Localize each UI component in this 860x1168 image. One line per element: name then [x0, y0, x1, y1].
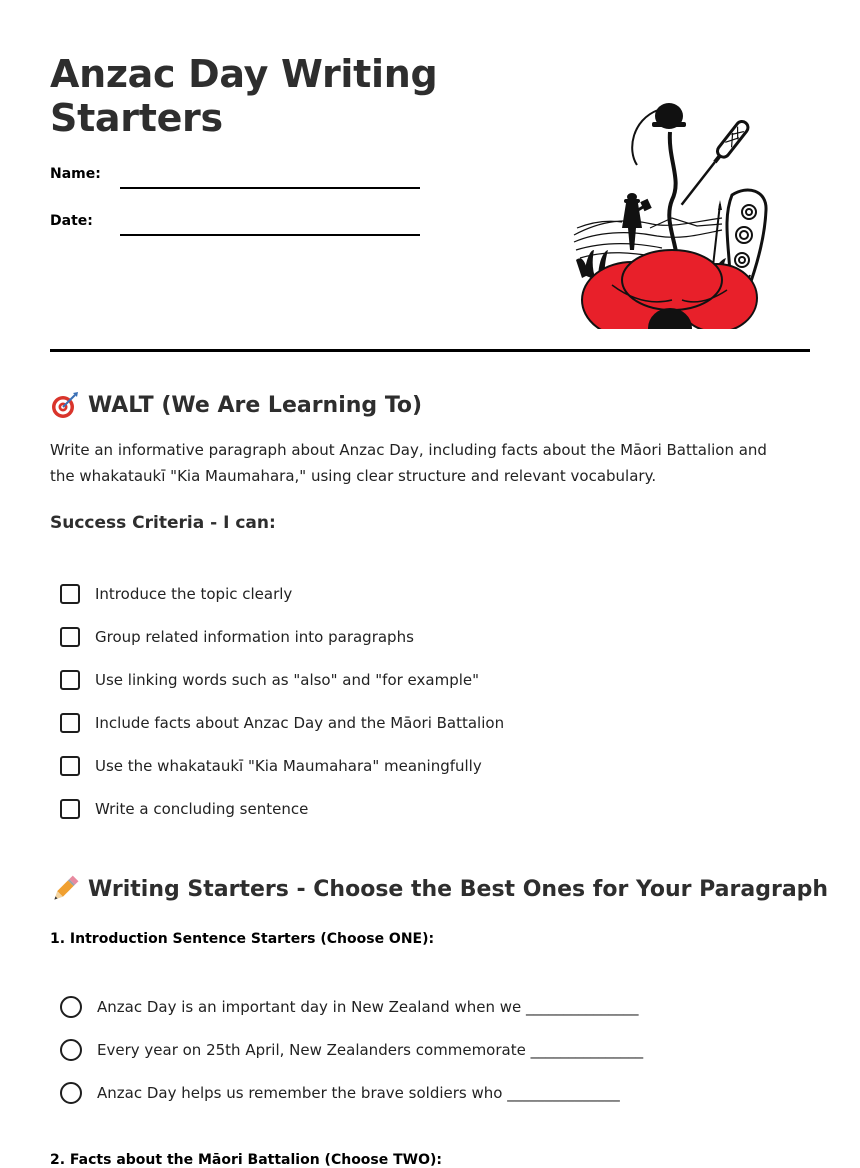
- option-item[interactable]: [60, 995, 639, 1019]
- radio-button[interactable]: [60, 996, 82, 1018]
- success-criteria-heading: Success Criteria - I can:: [50, 513, 276, 533]
- page-title: Anzac Day Writing Starters: [50, 52, 438, 140]
- introduction-starters-heading: 1. Introduction Sentence Starters (Choose ONE):: [50, 931, 435, 947]
- checkbox[interactable]: [60, 584, 80, 604]
- target-icon: [50, 390, 80, 420]
- date-field[interactable]: [120, 234, 420, 236]
- option-label: Anzac Day is an important day in New Zealand when we _______________: [97, 998, 639, 1016]
- criteria-label: Group related information into paragraphs: [95, 628, 414, 646]
- criteria-label: Use the whakataukī "Kia Maumahara" meaningfully: [95, 757, 482, 775]
- checkbox[interactable]: [60, 756, 80, 776]
- radio-button[interactable]: [60, 1039, 82, 1061]
- writing-starters-heading-text: Writing Starters - Choose the Best Ones for Your Paragraph: [88, 876, 829, 902]
- criteria-item[interactable]: [60, 582, 292, 606]
- criteria-item[interactable]: [60, 711, 504, 735]
- option-item[interactable]: [60, 1081, 620, 1105]
- name-label: Name:: [50, 166, 101, 182]
- option-label: Every year on 25th April, New Zealanders commemorate _______________: [97, 1041, 644, 1059]
- option-item[interactable]: [60, 1038, 643, 1062]
- criteria-label: Write a concluding sentence: [95, 800, 309, 818]
- pencil-icon: [50, 874, 80, 904]
- criteria-label: Introduce the topic clearly: [95, 585, 293, 603]
- criteria-item[interactable]: [60, 668, 479, 692]
- criteria-item[interactable]: [60, 754, 482, 778]
- option-label: Anzac Day helps us remember the brave soldiers who _______________: [97, 1084, 620, 1102]
- name-field[interactable]: [120, 187, 420, 189]
- checkbox[interactable]: [60, 670, 80, 690]
- checkbox[interactable]: [60, 799, 80, 819]
- header-divider: [50, 349, 810, 352]
- anzac-poppy-soldier-illustration: [572, 100, 772, 330]
- checkbox[interactable]: [60, 713, 80, 733]
- date-label: Date:: [50, 213, 93, 229]
- walt-description: Write an informative paragraph about Anzac Day, including facts about the Māori Battalion and the whakataukī "Kia Maumahara," using clear structure and relevant vocabulary.: [50, 441, 767, 485]
- criteria-label: Include facts about Anzac Day and the Māori Battalion: [95, 714, 505, 732]
- checkbox[interactable]: [60, 627, 80, 647]
- radio-button[interactable]: [60, 1082, 82, 1104]
- walt-heading-text: WALT (We Are Learning To): [88, 392, 423, 418]
- maori-battalion-facts-heading: 2. Facts about the Māori Battalion (Choose TWO):: [50, 1152, 443, 1168]
- writing-starters-heading: [50, 874, 828, 904]
- criteria-label: Use linking words such as "also" and "for example": [95, 671, 480, 689]
- walt-heading: [50, 390, 422, 420]
- criteria-item[interactable]: [60, 797, 308, 821]
- criteria-item[interactable]: [60, 625, 414, 649]
